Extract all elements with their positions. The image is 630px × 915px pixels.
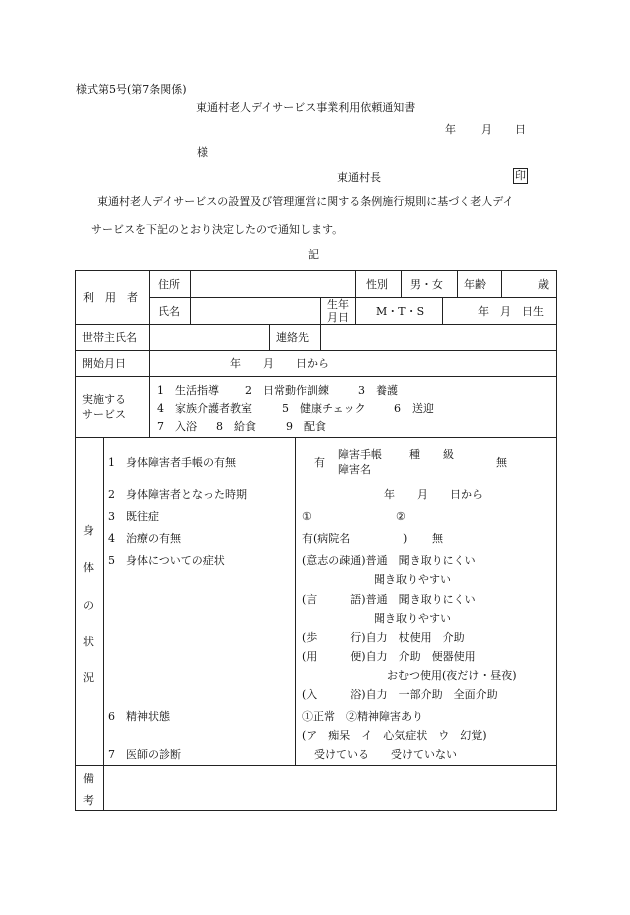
condition-item: 2 身体障害者となった時期 (108, 488, 247, 501)
address-label: 住所 (158, 278, 180, 291)
a5-line: (言 語)普通 聞き取りにくい (302, 593, 476, 606)
a1-no: 無 (496, 456, 507, 469)
col-line (355, 297, 356, 324)
a1-grade: 級 (443, 448, 454, 461)
row-line (75, 324, 557, 325)
service-item: 5 健康チェック (282, 402, 366, 415)
col-line (149, 324, 150, 350)
body-line-1: 東通村老人デイサービスの設置及び管理運営に関する条例施行規則に基づく老人デイ (97, 195, 514, 208)
a4-no: 無 (432, 532, 443, 545)
a3-first: ① (302, 510, 312, 523)
col-line (149, 270, 150, 324)
a1-type: 種 (409, 448, 420, 461)
issuer-name: 東通村長 (337, 171, 381, 184)
condition-item: 3 既往症 (108, 510, 159, 523)
a3-second: ② (396, 510, 406, 523)
age-unit: 歳 (538, 278, 549, 291)
start-label: 開始月日 (82, 357, 126, 370)
col-line (457, 270, 458, 297)
a5-line: (入 浴)自力 一部介助 全面介助 (302, 688, 498, 701)
condition-item: 6 精神状態 (108, 710, 170, 723)
a5-line: (意志の疎通)普通 聞き取りにくい (302, 554, 476, 567)
contact-label: 連絡先 (276, 331, 309, 344)
a2-period: 年 月 日から (384, 488, 483, 501)
addressee-suffix: 様 (197, 146, 208, 159)
condition-label-char: 状 (83, 635, 94, 648)
row-line (75, 437, 557, 438)
a5-line: 聞き取りやすい (374, 573, 451, 586)
a6-line: ①正常 ②精神障害あり (302, 710, 423, 723)
birth-label-1: 生年 (327, 298, 349, 311)
date-day: 日 (515, 123, 526, 136)
col-line (269, 324, 270, 350)
service-item: 4 家族介護者教室 (157, 402, 252, 415)
start-value: 年 月 日から (230, 357, 329, 370)
household-head-label: 世帯主氏名 (82, 331, 137, 344)
a5-line: (歩 行)自力 杖使用 介助 (302, 631, 465, 644)
document-title: 東通村老人デイサービス事業利用依頼通知書 (196, 101, 416, 114)
services-label-1: 実施する (82, 393, 126, 406)
user-label: 利 用 者 (83, 291, 138, 304)
col-line (401, 270, 402, 297)
service-item: 1 生活指導 (157, 384, 219, 397)
sex-options: 男・女 (410, 278, 443, 291)
col-line (103, 437, 104, 811)
name-label: 氏名 (158, 305, 180, 318)
condition-label-char: 況 (83, 671, 94, 684)
age-label: 年齢 (464, 278, 486, 291)
row-line (75, 350, 557, 351)
condition-label-char: 身 (83, 524, 94, 537)
remarks-label-1: 備 (83, 772, 94, 785)
condition-label-char: 体 (83, 561, 94, 574)
row-line (75, 376, 557, 377)
condition-item: 4 治療の有無 (108, 532, 181, 545)
ki-label: 記 (308, 248, 319, 261)
era-options: M・T・S (376, 305, 425, 318)
a5-line: (用 便)自力 介助 便器使用 (302, 650, 476, 663)
row-line (75, 765, 557, 766)
col-line (149, 376, 150, 437)
seal-mark: 印 (515, 169, 526, 182)
col-line (501, 270, 502, 297)
form-number: 様式第5号(第7条関係) (76, 83, 187, 96)
col-line (295, 437, 296, 765)
col-line (355, 270, 356, 297)
col-line (320, 324, 321, 350)
row-line (149, 297, 557, 298)
birth-ymd: 年 月 日生 (478, 305, 544, 318)
a5-line: おむつ使用(夜だけ・昼夜) (387, 669, 517, 682)
a1-notebook: 障害手帳 (338, 448, 382, 461)
condition-label-char: の (83, 599, 94, 612)
body-line-2: サービスを下記のとおり決定したので通知します。 (91, 223, 344, 236)
service-item: 8 給食 (216, 420, 256, 433)
condition-item: 1 身体障害者手帳の有無 (108, 456, 236, 469)
a5-line: 聞き取りやすい (374, 612, 451, 625)
service-item: 6 送迎 (394, 402, 434, 415)
a6-line: (ア 痴呆 イ 心気症状 ウ 幻覚) (302, 729, 487, 742)
services-label-2: サービス (82, 408, 126, 421)
birth-label-2: 月日 (327, 311, 349, 324)
a7-diagnosis: 受けている 受けていない (314, 748, 457, 761)
condition-item: 7 医師の診断 (108, 748, 181, 761)
service-item: 2 日常動作訓練 (245, 384, 329, 397)
col-line (442, 297, 443, 324)
service-item: 9 配食 (286, 420, 326, 433)
a1-disability-name: 障害名 (338, 463, 371, 476)
col-line (190, 270, 191, 324)
remarks-label-2: 考 (83, 794, 94, 807)
col-line (149, 350, 150, 376)
a1-yes: 有 (314, 456, 325, 469)
condition-item: 5 身体についての症状 (108, 554, 225, 567)
date-month: 月 (481, 123, 492, 136)
a4-paren: ) (403, 532, 408, 545)
a4-yes: 有(病院名 (302, 532, 351, 545)
col-line (320, 297, 321, 324)
sex-label: 性別 (366, 278, 388, 291)
service-item: 3 養護 (358, 384, 398, 397)
date-year: 年 (445, 123, 456, 136)
service-item: 7 入浴 (157, 420, 197, 433)
